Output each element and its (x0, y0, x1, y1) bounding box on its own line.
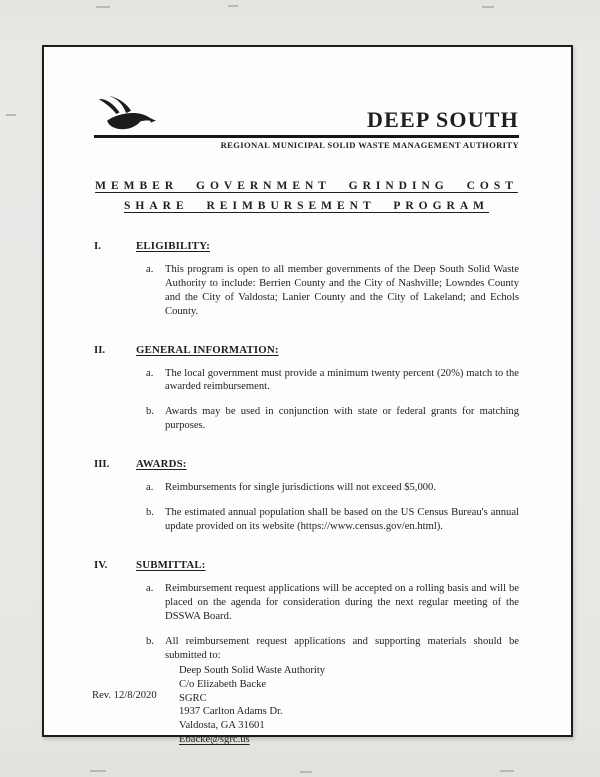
address-line: Deep South Solid Waste Authority (179, 665, 326, 677)
duck-logo-icon (98, 95, 156, 133)
item-text: This program is open to all member governments of the Deep South Solid Waste Authority to include: Berrien County and the City of Nashville; Lowndes County and the City of Valdosta; Lanier County and the City of Lakeland; and Echols County. (165, 263, 519, 317)
item-text: Awards may be used in conjunction with state or federal grants for matching purposes. (165, 406, 519, 432)
scan-artifact (500, 770, 514, 772)
list-item (146, 405, 519, 433)
letterhead (94, 95, 519, 133)
address-line: SGRC (179, 692, 207, 704)
scan-artifact (228, 5, 238, 7)
item-text: Reimbursements for single jurisdictions will not exceed $5,000. (165, 482, 436, 494)
section-number: II. (94, 343, 106, 356)
list-item (146, 582, 519, 624)
item-label: a. (146, 367, 154, 379)
org-subtitle: REGIONAL MUNICIPAL SOLID WASTE MANAGEMENT AUTHORITY (220, 140, 519, 150)
section-general-information (94, 344, 519, 434)
section-heading: ELIGIBILITY: (136, 239, 211, 252)
item-label: a. (146, 482, 154, 494)
document-page (42, 45, 573, 745)
sections (94, 240, 519, 747)
list-item (146, 481, 519, 495)
item-text: The estimated annual population shall be based on the US Census Bureau's annual update provided on its website (https://www.census.gov/en.html). (165, 507, 519, 533)
item-label: b. (146, 406, 154, 418)
scan-artifact (482, 6, 494, 8)
org-name: DEEP SOUTH (367, 107, 519, 132)
section-heading: AWARDS: (136, 458, 187, 471)
list-item (146, 635, 519, 747)
submittal-address (179, 664, 519, 747)
list-item (146, 367, 519, 395)
list-item (146, 506, 519, 534)
item-text: All reimbursement request applications and supporting materials should be submitted to: (165, 636, 519, 662)
title-line-2: SHARE REIMBURSEMENT PROGRAM (124, 199, 489, 212)
item-text: The local government must provide a minimum twenty percent (20%) match to the awarded reimbursement. (165, 367, 519, 393)
scan-artifact (300, 771, 312, 773)
scan-artifact (96, 6, 110, 8)
address-line: 1937 Carlton Adams Dr. (179, 706, 283, 718)
address-line: C/o Elizabeth Backe (179, 678, 267, 690)
section-eligibility (94, 240, 519, 319)
email-address: Ebacke@sgrc.us (179, 733, 250, 745)
item-label: a. (146, 583, 154, 595)
item-label: a. (146, 263, 154, 275)
list-item (146, 263, 519, 319)
title-line-1: MEMBER GOVERNMENT GRINDING COST (95, 180, 518, 192)
scan-artifact (90, 770, 106, 772)
section-number: I. (94, 239, 101, 252)
section-number: IV. (94, 559, 108, 572)
letterhead-rule (94, 135, 519, 138)
address-line: Valdosta, GA 31601 (179, 720, 265, 732)
revision-date: Rev. 12/8/2020 (92, 690, 157, 701)
section-heading: SUBMITTAL: (136, 559, 206, 572)
item-label: b. (146, 507, 154, 519)
section-heading: GENERAL INFORMATION: (136, 343, 279, 356)
section-awards (94, 458, 519, 534)
item-label: b. (146, 636, 154, 648)
section-number: III. (94, 458, 110, 471)
document-title (94, 176, 519, 216)
section-submittal (94, 559, 519, 746)
scan-artifact (6, 114, 16, 116)
item-text: Reimbursement request applications will be accepted on a rolling basis and will be placed on the agenda for consideration during the next regular meeting of the DSSWA Board. (165, 583, 519, 623)
